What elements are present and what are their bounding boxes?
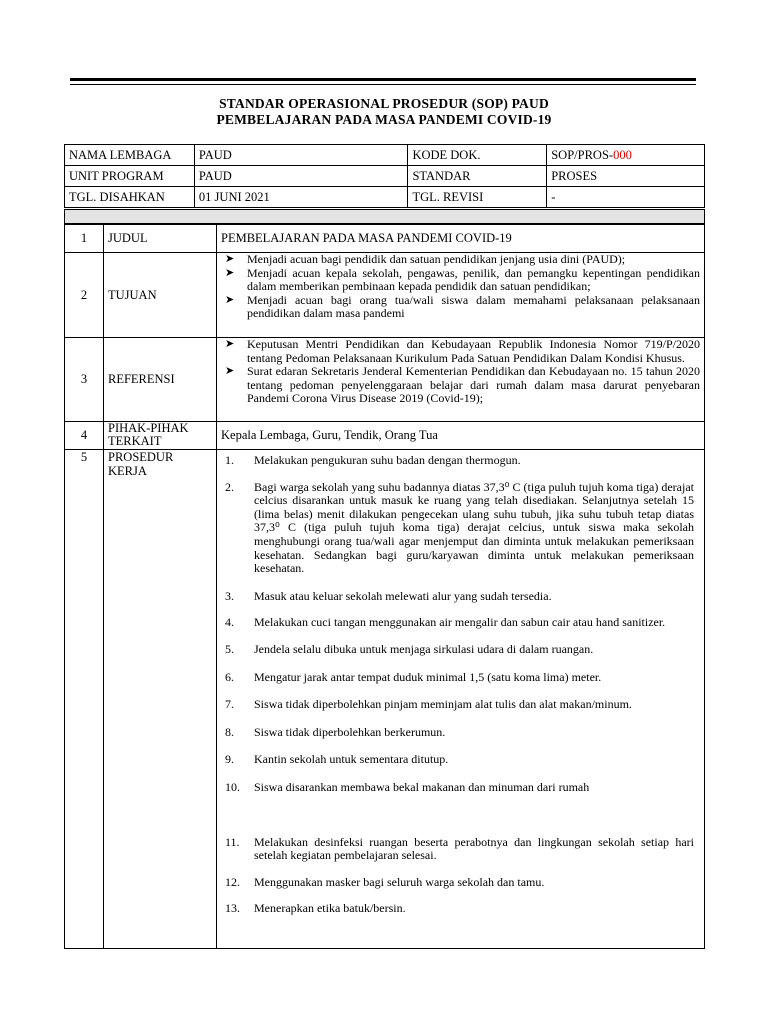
meta-row: [65, 187, 705, 208]
row-label: PROSEDUR KERJA: [104, 450, 217, 949]
tgl-revisi-value: -: [547, 187, 705, 208]
list-item: 2. Bagi warga sekolah yang suhu badannya diatas 37,3⁰ C (tiga puluh tujuh koma tiga) derajat celcius disarankan untuk masuk ke ruang yang telah disediakan. Selanjutnya setelah 15 (lima belas) menit dilakukan pengecekan ulang suhu tubuh, jika suhu tubuh tetap diatas 37,3⁰ C (tiga puluh tujuh koma tiga) derajat celcius, untuk siswa maka sekolah menghubungi orang tua/wali agar menjemput dan diminta untuk melakukan pemeriksaan kesehatan. Sedangkan bagi guru/karyawan diminta untuk melakukan pemeriksaan kesehatan.: [225, 479, 694, 576]
row-label: REFERENSI: [104, 338, 217, 422]
list-item: 4. Melakukan cuci tangan menggunakan air mengalir dan sabun cair atau hand sanitizer.: [225, 615, 666, 630]
list-item: 10. Siswa disarankan membawa bekal makanan dan minuman dari rumah: [225, 779, 590, 794]
pihak-value: Kepala Lembaga, Guru, Tendik, Orang Tua: [217, 422, 705, 450]
list-item: 3. Masuk atau keluar sekolah melewati alur yang sudah tersedia.: [225, 588, 552, 603]
list-item: ➤ Surat edaran Sekretaris Jenderal Kementerian Pendidikan dan Kebudayaan no. 15 tahun 2020 tentang pedoman penyelenggaraan belajar dari rumah dalam masa darurat penyebaran Pandemi Corona Virus Disease 2019 (Covid-19);: [225, 364, 700, 405]
standar-value: PROSES: [547, 166, 705, 187]
document-subtitle: PEMBELAJARAN PADA MASA PANDEMI COVID-19: [216, 112, 552, 127]
kode-dok-label: KODE DOK.: [408, 145, 547, 166]
row-number: 1: [65, 224, 104, 253]
tgl-disahkan-value: 01 JUNI 2021: [194, 187, 408, 208]
header-rule-thick: [70, 78, 696, 81]
judul-value: PEMBELAJARAN PADA MASA PANDEMI COVID-19: [217, 224, 705, 253]
nama-lembaga-label: NAMA LEMBAGA: [65, 145, 195, 166]
row-number: 5: [65, 450, 104, 949]
list-item: ➤ Menjadi acuan kepala sekolah, pengawas, penilik, dan pemangku kepentingan pendidikan dalam memberikan pembinaan kepada pendidik dan satuan pendidikan;: [225, 265, 700, 293]
procedure-steps: [221, 454, 700, 916]
row-number: 2: [65, 253, 104, 338]
nama-lembaga-value: PAUD: [194, 145, 408, 166]
row-label: PIHAK-PIHAK TERKAIT: [104, 422, 217, 450]
list-item: 5. Jendela selalu dibuka untuk menjaga sirkulasi udara di dalam ruangan.: [225, 641, 594, 656]
arrow-bullet-icon: ➤: [225, 266, 235, 279]
list-item: 9. Kantin sekolah untuk sementara ditutup.: [225, 752, 449, 767]
prosedur-list: [217, 450, 705, 949]
unit-program-label: UNIT PROGRAM: [65, 166, 195, 187]
list-item: 8. Siswa tidak diperbolehkan berkerumun.: [225, 724, 446, 739]
list-item: 6. Mengatur jarak antar tempat duduk minimal 1,5 (satu koma lima) meter.: [225, 669, 602, 684]
row-referensi: [65, 338, 705, 422]
row-prosedur: [65, 450, 705, 949]
tujuan-list: [217, 253, 705, 338]
list-item: ➤ Menjadi acuan bagi pendidik dan satuan pendidikan jenjang usia dini (PAUD);: [225, 252, 626, 266]
list-item: 11. Melakukan desinfeksi ruangan beserta perabotnya dan lingkungan sekolah setiap hari setelah kegiatan pembelajaran selesai.: [225, 834, 694, 863]
list-item: ➤ Keputusan Mentri Pendidikan dan Kebudayaan Republik Indonesia Nomor 719/P/2020 tentang Pedoman Pelaksanaan Kurikulum Pada Satuan Pendidikan Dalam Kondisi Khusus.: [225, 337, 700, 365]
row-label: JUDUL: [104, 224, 217, 253]
tgl-revisi-label: TGL. REVISI: [408, 187, 547, 208]
arrow-bullet-icon: ➤: [225, 293, 235, 306]
referensi-list: [217, 338, 705, 422]
unit-program-value: PAUD: [194, 166, 408, 187]
standar-label: STANDAR: [408, 166, 547, 187]
arrow-bullet-icon: ➤: [225, 365, 235, 377]
list-item: 1. Melakukan pengukuran suhu badan dengan thermogun.: [225, 453, 521, 467]
kode-dok-value: [547, 145, 705, 166]
row-tujuan: [65, 253, 705, 338]
list-item: ➤ Menjadi acuan bagi orang tua/wali siswa dalam memahami pelaksanaan pelaksanaan pendidikan dalam masa pandemi: [225, 292, 700, 320]
meta-row: [65, 145, 705, 166]
meta-row: [65, 166, 705, 187]
list-item: 7. Siswa tidak diperbolehkan pinjam meminjam alat tulis dan alat makan/minum.: [225, 697, 632, 712]
kode-dok-prefix: SOP/PROS-: [551, 147, 614, 162]
document-title: STANDAR OPERASIONAL PROSEDUR (SOP) PAUD: [219, 96, 549, 111]
document-meta-table: [64, 144, 705, 208]
row-pihak: [65, 422, 705, 450]
header-rule-thin: [70, 84, 696, 85]
arrow-bullet-icon: ➤: [225, 338, 235, 350]
kode-dok-number: 000: [613, 147, 632, 162]
list-item: 12. Menggunakan masker bagi seluruh warga sekolah dan tamu.: [225, 874, 545, 889]
sop-content-table: [64, 223, 705, 949]
tgl-disahkan-label: TGL. DISAHKAN: [65, 187, 195, 208]
list-item: 13. Menerapkan etika batuk/bersin.: [225, 901, 406, 916]
row-number: 3: [65, 338, 104, 422]
row-label: TUJUAN: [104, 253, 217, 338]
row-judul: [65, 224, 705, 253]
row-number: 4: [65, 422, 104, 450]
arrow-bullet-icon: ➤: [225, 253, 235, 265]
